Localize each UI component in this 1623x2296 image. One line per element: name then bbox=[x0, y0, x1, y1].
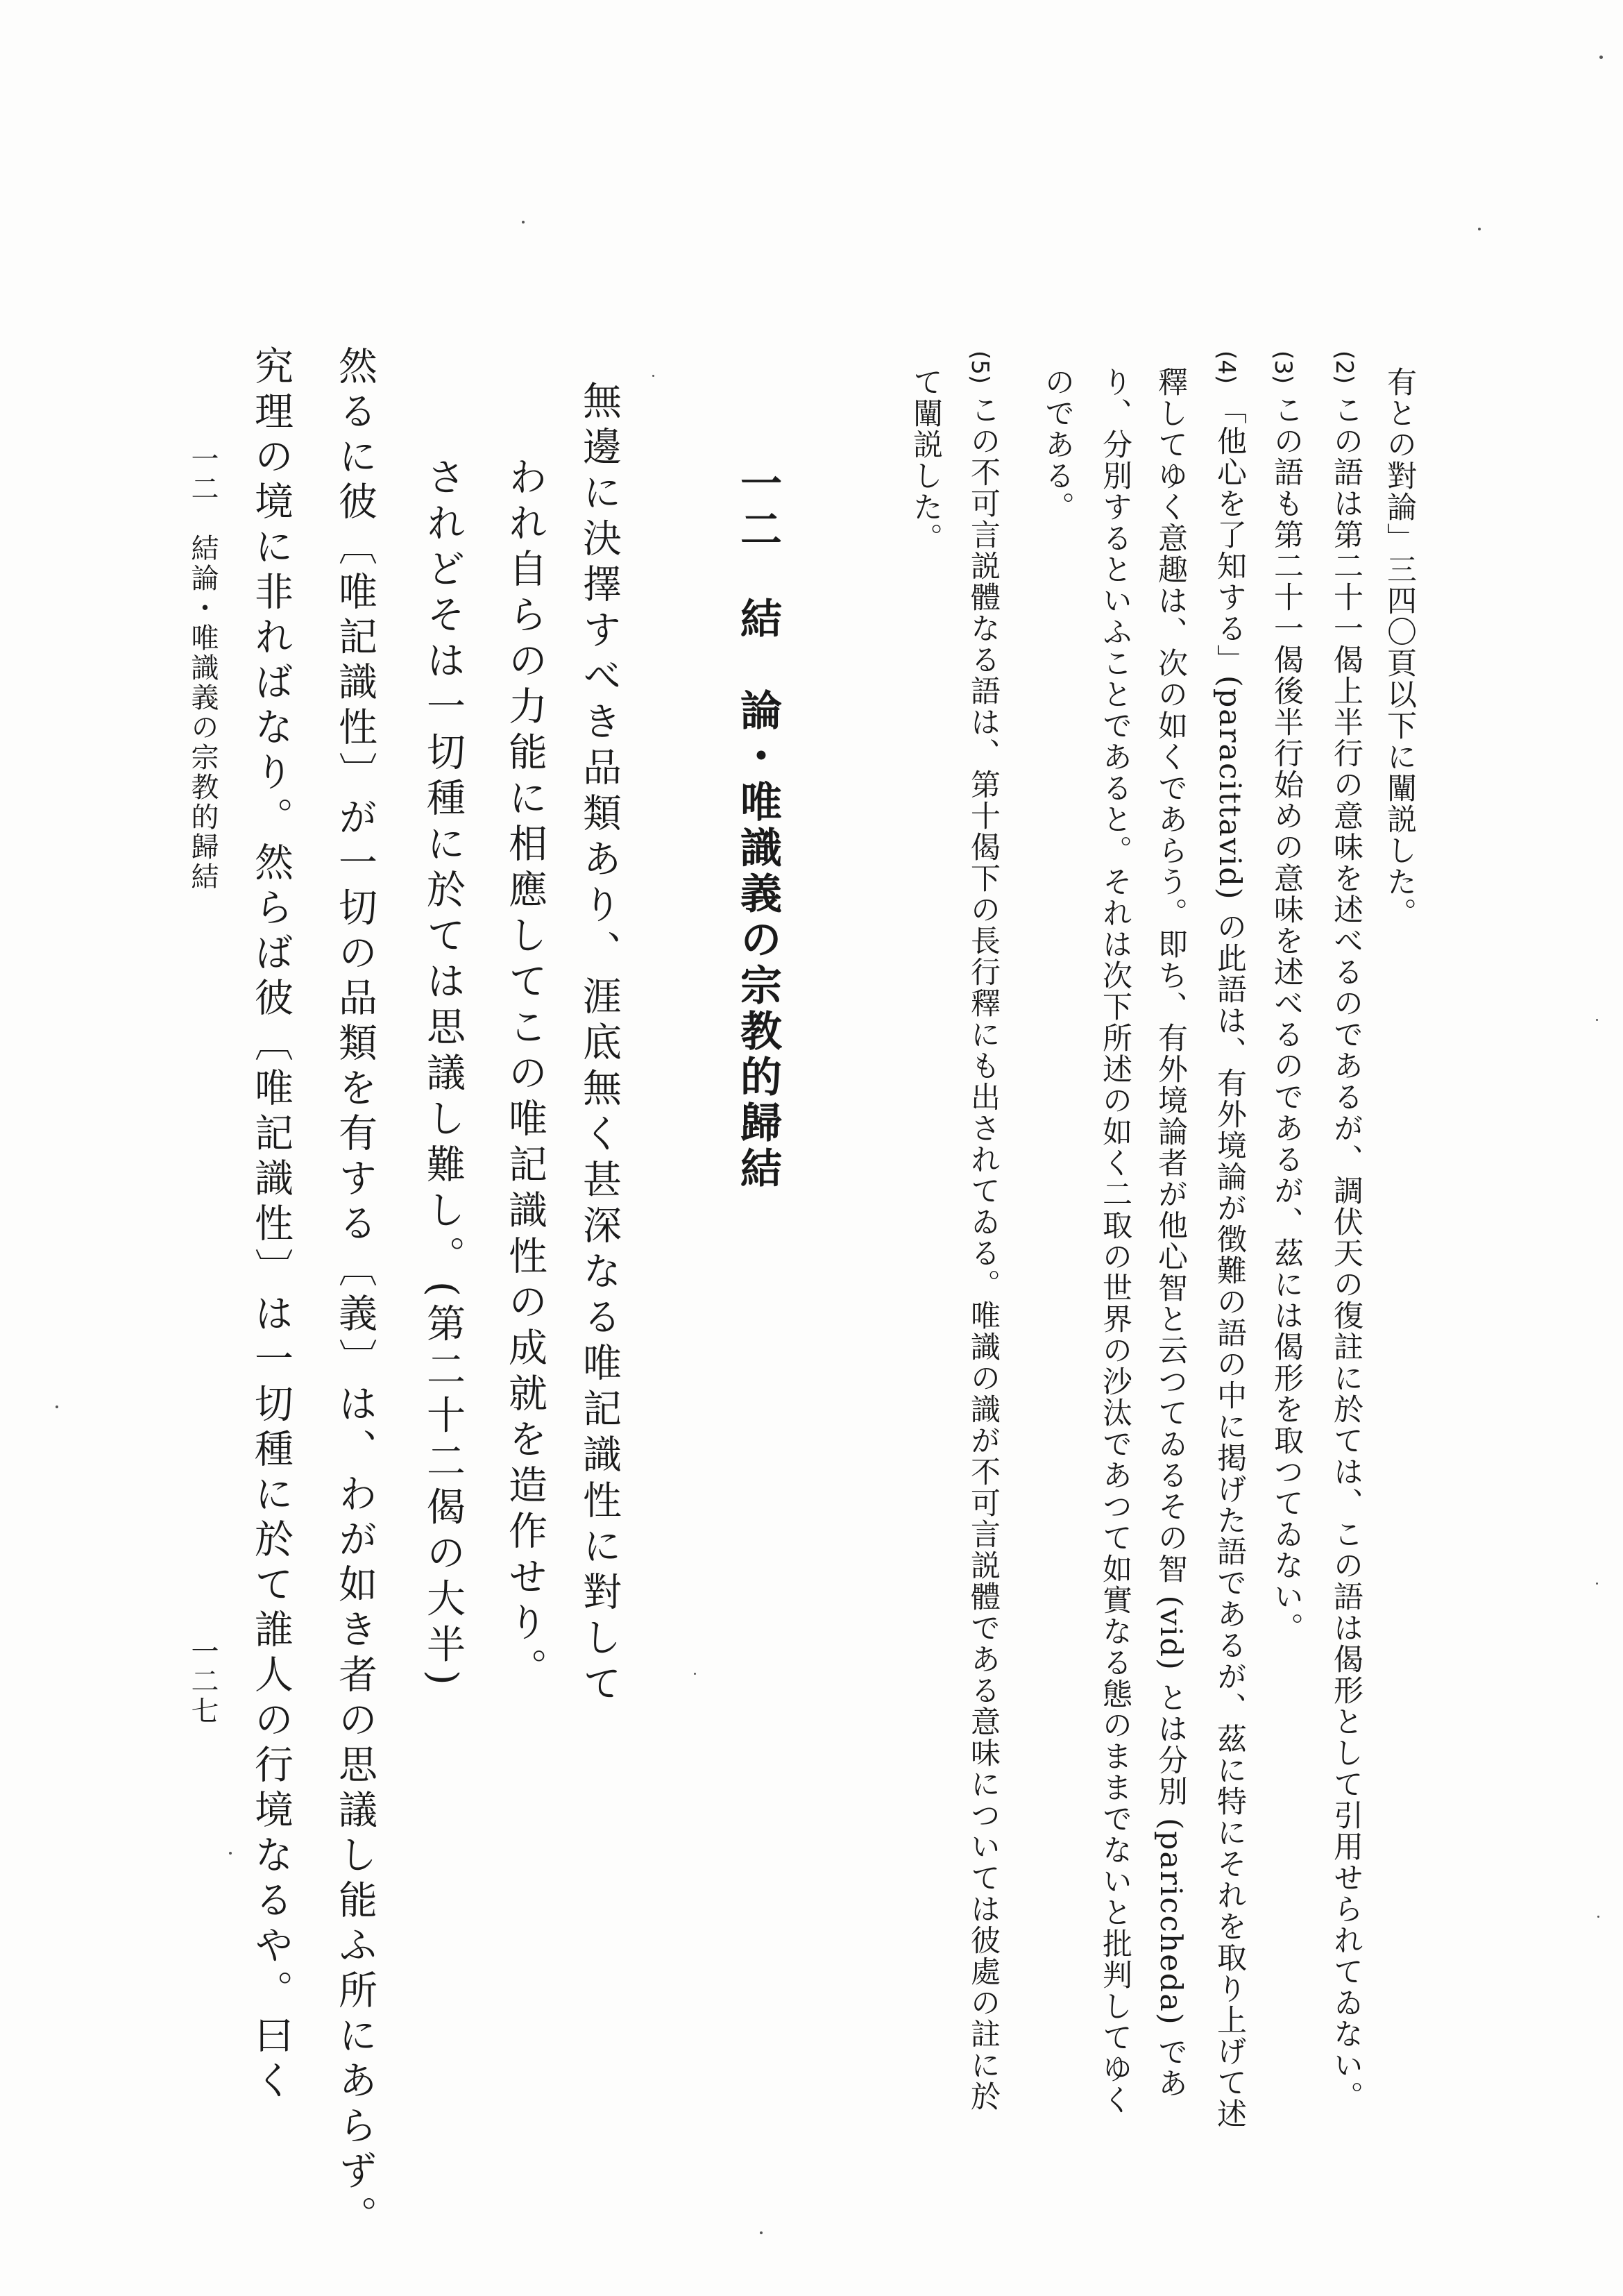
scan-speck bbox=[1478, 228, 1481, 230]
note-4-line-1: 「他心を了知する」(paracittavid) の此語は、有外境論が徴難の語の中に掲げた語であるが、茲に特にそれを取り上げて述 bbox=[1212, 394, 1247, 2130]
verse-line-2: われ自らの力能に相應してこの唯記識性の成就を造作せり。 bbox=[502, 457, 547, 1694]
note-4-line-4: のである。 bbox=[1040, 366, 1075, 523]
note-5-line-1: この不可言説體なる語は、第十偈下の長行釋にも出されてゐる。唯識の識が不可言説體である意味については彼處の註に於 bbox=[966, 394, 1001, 2112]
scan-speck bbox=[760, 2231, 763, 2234]
note-2-text: この語は第二十一偈上半行の意味を述べるのであるが、調伏天の復註に於ては、この語は偈形として引用せられてゐない。 bbox=[1329, 394, 1363, 2112]
note-2-label: (2) bbox=[1330, 351, 1358, 385]
note-3-label: (3) bbox=[1269, 351, 1297, 385]
section-heading: 結 論・唯識義の宗教的歸結 bbox=[733, 597, 782, 1192]
running-head: 一二 結論・唯識義の宗教的歸結 bbox=[187, 444, 219, 892]
scan-speck bbox=[56, 1406, 58, 1408]
prose-line-1: 然るに彼〔唯記識性〕が一切の品類を有する〔義〕は、わが如き者の思議し能ふ所にあらず。 bbox=[332, 346, 377, 2240]
scan-speck bbox=[1596, 1019, 1598, 1021]
section-number: 一二 bbox=[733, 462, 782, 553]
scan-speck bbox=[1599, 56, 1603, 59]
scan-speck bbox=[1597, 1916, 1599, 1918]
page-number: 一二七 bbox=[187, 1637, 219, 1726]
note-1-continuation: 有との對論」三四〇頁以下に闡説した。 bbox=[1382, 366, 1417, 929]
scan-speck bbox=[522, 221, 525, 223]
scan-speck bbox=[1596, 1582, 1598, 1585]
verse-line-1: 無邊に決擇すべき品類あり、涯底無く甚深なる唯記識性に對して bbox=[577, 380, 622, 1709]
note-3-text: この語も第二十一偈後半行始めの意味を述べるのであるが、茲には偈形を取つてゐない。 bbox=[1269, 394, 1304, 1644]
note-4-label: (4) bbox=[1212, 351, 1240, 385]
note-5-line-2: て闡説した。 bbox=[908, 366, 943, 554]
scan-speck bbox=[694, 1673, 696, 1675]
prose-line-2: 究理の境に非ればなり。然らば彼〔唯記識性〕は一切種に於て誰人の行境なるや。曰く bbox=[248, 346, 294, 2105]
note-4-line-2: 釋してゆく意趣は、次の如くであらう。即ち、有外境論者が他心智と云つてゐるその智 (vid) とは分別 (paricchedа) であ bbox=[1153, 366, 1188, 2100]
scan-speck bbox=[652, 375, 654, 377]
verse-line-3: されどそは一切種に於ては思議し難し。(第二十二偈の大半) bbox=[420, 457, 466, 1692]
scan-speck bbox=[229, 1852, 232, 1855]
note-4-line-3: り、分別するといふことであると。それは次下所述の如く二取の世界の沙汰であつて如實なる態のままでないと批判してゆく bbox=[1098, 366, 1132, 2116]
note-5-label: (5) bbox=[966, 351, 994, 385]
